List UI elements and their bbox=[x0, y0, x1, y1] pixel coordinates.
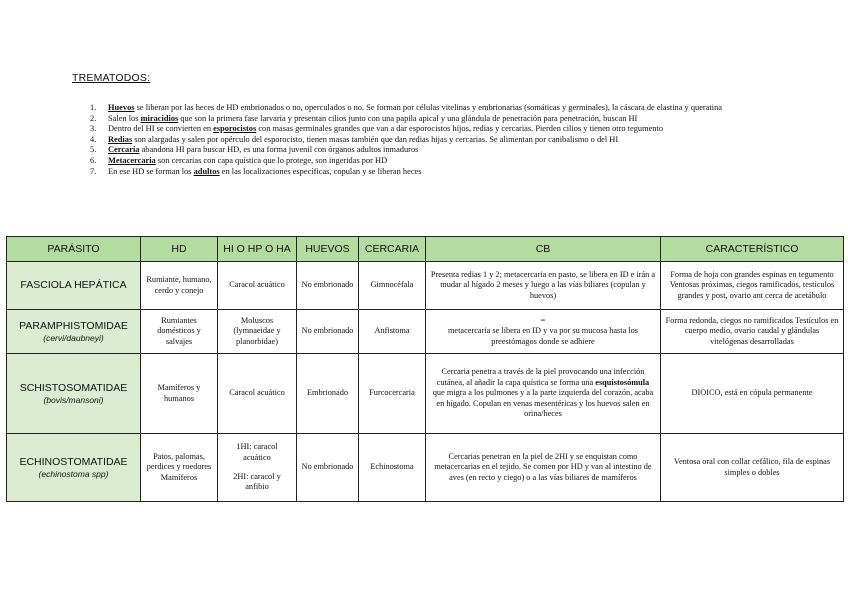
parasite-name: FASCIOLA HEPÁTICA bbox=[20, 279, 127, 291]
cb-cell: Cercarias penetran en la piel de 2HI y se enquistan como metacercarias en el tejido. Se comen por HD y van al intestino de aves (en recto y ciego) o a las vías biliares de mamíferos bbox=[426, 434, 661, 502]
hd-cell: Rumiante, humano, cerdo y conejo bbox=[141, 262, 218, 310]
step-item: 4. Redias son alargadas y salen por opérculo del esporocisto, tienen masas también que dan redias hijas y cercarias. Se alimentan por canibalismo o del HI bbox=[90, 134, 619, 144]
step-keyword: Cercaria bbox=[108, 145, 140, 155]
parasite-species: (bovis/mansoni) bbox=[43, 394, 104, 405]
header-huevos: HUEVOS bbox=[297, 237, 359, 262]
step-item: 7. En ese HD se forman los adultos en las localizaciones específicas, copulan y se liberan heces bbox=[90, 166, 422, 176]
cb-cell: Cercaria penetra a través de la piel provocando una infección cutánea, al añadir la capa quística se forma una esquistosómula que migra a los pulmones y a la parte izquierda del corazón, acaba en hígado. Copulan en venas mesentéricas y los huevos salen en orina/heces bbox=[426, 354, 661, 434]
table-header-row bbox=[7, 237, 844, 262]
life-cycle-steps bbox=[90, 103, 770, 177]
header-parasito: PARÁSITO bbox=[7, 237, 141, 262]
table-row bbox=[7, 434, 844, 502]
step-keyword: Huevos bbox=[108, 103, 135, 112]
parasite-name: SCHISTOSOMATIDAE bbox=[19, 381, 128, 394]
caracteristico-cell: DIOICO, está en cópula permanente bbox=[661, 354, 844, 434]
step-item: 3. Dentro del HI se convierten en esporocistos con masas germinales grandes que van a dar esporocistos hijos, redias y cercarias. Pierden cilios y tienen otro tegumento bbox=[90, 124, 664, 134]
parasite-cell bbox=[7, 434, 141, 502]
cercaria-cell: Anfistoma bbox=[359, 310, 426, 354]
cb-cell: Presenta redias 1 y 2; metacercaria en pasto, se libera en ID e irán a mudar al hígado 2 meses y luego a las vías biliares (copulan y huevos) bbox=[426, 262, 661, 310]
step-keyword: Metacercaria bbox=[108, 155, 156, 165]
parasite-species: (echinostoma spp) bbox=[38, 468, 109, 479]
cercaria-cell: Gimnocéfala bbox=[359, 262, 426, 310]
cercaria-cell: Furcocercaria bbox=[359, 354, 426, 434]
cb-cell: = metacercaria se libera en ID y va por su mucosa hasta los preestómagos donde se adhiere bbox=[426, 310, 661, 354]
header-cercaria: CERCARIA bbox=[359, 237, 426, 262]
header-caracteristico: CARACTERÍSTICO bbox=[661, 237, 844, 262]
table-row bbox=[7, 262, 844, 310]
header-cb: CB bbox=[426, 237, 661, 262]
caracteristico-cell: Forma de hoja con grandes espinas en tegumento Ventosas próximas, ciegos ramificados, testículos grandes y post, ovario ant cerca de acetábulo bbox=[661, 262, 844, 310]
hi-cell: Caracol acuático bbox=[218, 354, 297, 434]
hi-cell: Caracol acuático bbox=[218, 262, 297, 310]
parasite-species: (cervi/daubneyi) bbox=[43, 332, 104, 343]
huevos-cell: Embrionado bbox=[297, 354, 359, 434]
huevos-cell: No embrionado bbox=[297, 262, 359, 310]
huevos-cell: No embrionado bbox=[297, 434, 359, 502]
caracteristico-cell: Forma redonda, ciegos no ramificados Testículos en cuerpo medio, ovario caudal y glándulas vitelógenas desarrolladas bbox=[661, 310, 844, 354]
page-title: TREMATODOS: bbox=[72, 72, 151, 84]
step-item: 2. Salen los miracidios que son la primera fase larvaria y presentan cilios junto con una papila apical y una glándula de penetración para penetración, buscan HI bbox=[90, 113, 638, 123]
hd-cell: Mamíferos y humanos bbox=[141, 354, 218, 434]
step-keyword: miracidios bbox=[140, 113, 179, 123]
step-item: 5. Cercaria abandona HI para buscar HD, es una forma juvenil con órganos adultos inmaduros bbox=[90, 145, 419, 155]
hd-cell: Patos, palomas, perdices y roedores Mamíferos bbox=[141, 434, 218, 502]
cercaria-cell: Echinostoma bbox=[359, 434, 426, 502]
step-item: 6. Metacercaria son cercarias con capa quística que lo protege, son ingeridas por HD bbox=[90, 155, 388, 165]
table-row bbox=[7, 310, 844, 354]
parasite-name: PARAMPHISTOMIDAE bbox=[19, 319, 128, 332]
step-keyword: Redias bbox=[108, 134, 133, 144]
parasite-cell bbox=[7, 310, 141, 354]
hd-cell: Rumiantes domésticos y salvajes bbox=[141, 310, 218, 354]
table-row bbox=[7, 354, 844, 434]
step-item: 1. Huevos se liberan por las heces de HD embrionados o no, operculados o no. Se forman por células vitelinas y embrionarias (somáticas y germinales), la cáscara de elastina y queratina bbox=[90, 103, 722, 112]
parasite-name: ECHINOSTOMATIDAE bbox=[19, 455, 128, 468]
caracteristico-cell: Ventosa oral con collar cefálico, fila de espinas simples o dobles bbox=[661, 434, 844, 502]
hi-cell: Moluscos (lymnaeidae y planorbidae) bbox=[218, 310, 297, 354]
step-keyword: esporocistos bbox=[213, 124, 257, 134]
trematodes-table bbox=[6, 236, 844, 502]
header-hi: HI O HP O HA bbox=[218, 237, 297, 262]
huevos-cell: No embrionado bbox=[297, 310, 359, 354]
header-hd: HD bbox=[141, 237, 218, 262]
hi-cell: 1HI: caracol acuático 2HI: caracol y anfibio bbox=[218, 434, 297, 502]
parasite-cell bbox=[7, 262, 141, 310]
parasite-cell bbox=[7, 354, 141, 434]
step-keyword: adultos bbox=[193, 166, 220, 176]
